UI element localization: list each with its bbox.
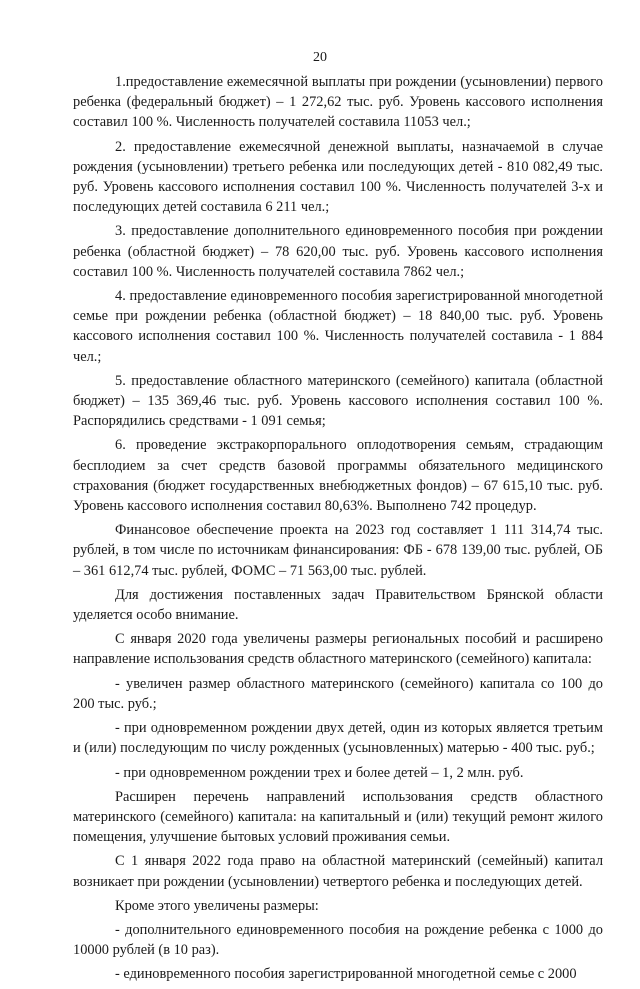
paragraph-government-attention: Для достижения поставленных задач Правительством Брянской области уделяется особо внимание. [73, 586, 603, 624]
list-item-triplets: - при одновременном рождении трех и более детей – 1, 2 млн. руб. [115, 764, 524, 781]
paragraph-item-5: 5. предоставление областного материнского (семейного) капитала (областной бюджет) – 135 369,46 тыс. руб. Уровень кассового исполнения составил 100 %. Распорядились средствами - 1 091 семья; [73, 372, 603, 430]
paragraph-2022-right: С 1 января 2022 года право на областной материнский (семейный) капитал возникает при рождении (усыновлении) четвертого ребенка и последующих детей. [73, 853, 603, 890]
paragraph-financing: Финансовое обеспечение проекта на 2023 год составляет 1 111 314,74 тыс. рублей, в том числе по источникам финансирования: ФБ - 678 139,00 тыс. рублей, ОБ – 361 612,74 тыс. рублей, ФОМС – 71 563,00 тыс. рублей. [73, 522, 603, 579]
page-number: 20 [313, 50, 327, 65]
paragraph-item-2: 2. предоставление ежемесячной денежной выплаты, назначаемой в случае рождения (усыновлении) третьего ребенка или последующих детей - 810 082,49 тыс. руб. Уровень кассового исполнения составил 100 %. Численность получателей 3-х и последующих детей составила 6 211 чел.; [73, 138, 603, 216]
paragraph-item-6: 6. проведение экстракорпорального оплодотворения семьям, страдающим бесплодием за счет средств базовой программы обязательного медицинского страхования (бюджет государственных внебюджетных фондов) – 67 615,10 тыс. руб. Уровень кассового исполнения составил 80,63%. Выполнено 742 процедур. [73, 437, 603, 515]
paragraph-2020-changes: С января 2020 года увеличены размеры региональных пособий и расширено направление использования средств областного материнского (семейного) капитала: [73, 631, 603, 668]
document-body [73, 72, 603, 989]
list-item-large-family-allowance: - единовременного пособия зарегистрированной многодетной семье с 2000 [115, 966, 577, 983]
paragraph-item-1: 1.предоставление ежемесячной выплаты при рождении (усыновлении) первого ребенка (федеральный бюджет) – 1 272,62 тыс. руб. Уровень кассового исполнения составил 100 %. Численность получателей составила 11053 чел.; [73, 74, 603, 131]
list-item-capital-increase: - увеличен размер областного материнского (семейного) капитала со 100 до 200 тыс. руб.; [73, 675, 603, 712]
paragraph-expanded-uses: Расширен перечень направлений использования средств областного материнского (семейного) капитала: на капитальный и (или) текущий ремонт жилого помещения, улучшение бытовых условий проживания семьи. [73, 788, 603, 846]
paragraph-item-4: 4. предоставление единовременного пособия зарегистрированной многодетной семье при рождении ребенка (областной бюджет) – 18 840,00 тыс. руб. Уровень кассового исполнения составил 100 %. Численность получателей составила - 1 884 чел.; [73, 288, 603, 365]
paragraph-increased-sizes: Кроме этого увеличены размеры: [115, 897, 319, 914]
paragraph-item-3: 3. предоставление дополнительного единовременного пособия при рождении ребенка (областной бюджет) – 78 620,00 тыс. руб. Уровень кассового исполнения составил 100 %. Численность получателей составила 7862 чел.; [73, 223, 603, 280]
list-item-twins: - при одновременном рождении двух детей, один из которых является третьим и (или) последующим по числу рожденных (усыновленных) матерью - 400 тыс. руб.; [73, 720, 603, 757]
list-item-birth-allowance: - дополнительного единовременного пособия на рождение ребенка с 1000 до 10000 рублей (в 10 раз). [73, 921, 603, 959]
